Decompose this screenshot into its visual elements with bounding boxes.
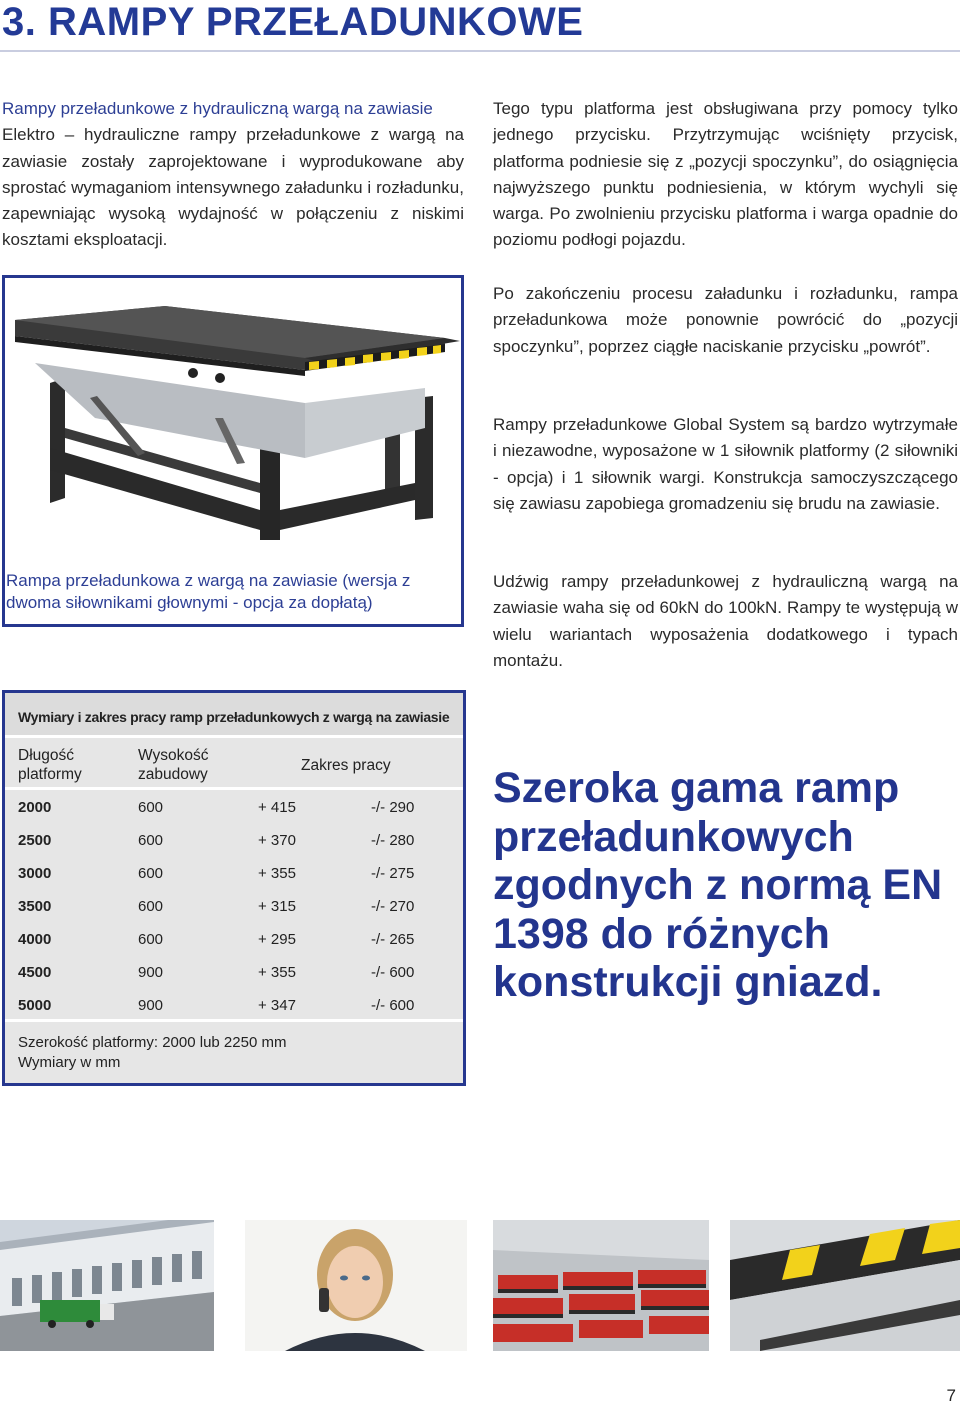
cell-range-down: -/- 290 [371,799,415,816]
cell-length: 3000 [18,865,52,882]
table-notes [18,1033,286,1073]
cell-height: 600 [138,832,164,849]
hazard-lip-photo [730,1220,960,1351]
cell-length: 2500 [18,832,52,849]
col-header-length: Długość platformy [18,747,82,783]
cell-height: 900 [138,997,164,1014]
cell-range-down: -/- 600 [371,964,415,981]
cell-range-up: + 347 [258,997,296,1014]
cell-length: 3500 [18,898,52,915]
cell-length: 4000 [18,931,52,948]
table-title-bar [5,693,463,738]
cell-length: 4500 [18,964,52,981]
table-title: Wymiary i zakres pracy ramp przeładunkowych z wargą na zawiasie [18,709,450,725]
cell-range-down: -/- 275 [371,865,415,882]
cell-range-up: + 355 [258,964,296,981]
cell-length: 2000 [18,799,52,816]
note-platform-width: Szerokość platformy: 2000 lub 2250 mm [18,1034,287,1051]
right-paragraph-1: Tego typu platforma jest obsługiwana przy pomocy tylko jednego przycisku. Przytrzymując wciśnięty przycisk, platforma podniesie się z „pozycji spoczynku”, do osiągnięcia najwyższego punktu podniesienia, w którym wychyli się warga. Po zwolnieniu przycisku platforma i warga opadnie do poziomu podłogi pojazdu. [493,99,958,250]
cell-height: 900 [138,964,164,981]
table-divider [5,787,463,790]
cell-range-down: -/- 280 [371,832,415,849]
cell-height: 600 [138,931,164,948]
table-divider [5,1019,463,1022]
cell-range-down: -/- 270 [371,898,415,915]
cell-height: 600 [138,898,164,915]
cell-range-up: + 295 [258,931,296,948]
intro-paragraph [2,96,464,254]
intro-lead: Rampy przeładunkowe z hydrauliczną wargą na zawiasie [2,99,433,118]
col-header-range: Zakres pracy [301,757,391,774]
cell-length: 5000 [18,997,52,1014]
headline: Szeroka gama ramp przeładunkowych zgodnych z normą EN 1398 do różnych konstrukcji gniazd. [493,764,943,1006]
cell-range-up: + 415 [258,799,296,816]
cell-range-up: + 355 [258,865,296,882]
levelers-production-photo [493,1220,709,1351]
cell-height: 600 [138,799,164,816]
dock-leveler-illustration [5,278,461,548]
right-paragraph-4: Udźwig rampy przeładunkowej z hydrauliczną wargą na zawiasie waha się od 60kN do 100kN. Rampy te występują w wielu wariantach wyposażenia dodatkowego i typach montażu. [493,572,958,670]
page-number: 7 [946,1386,956,1405]
specs-table [2,690,466,1086]
cell-range-down: -/- 600 [371,997,415,1014]
intro-body: Elektro – hydrauliczne rampy przeładunkowe z wargą na zawiasie zostały zaprojektowane i wyprodukowane aby sprostać wymaganiom intensywnego załadunku i rozładunku, zapewniając wysoką wydajność w połączeniu z niskimi kosztami eksploatacji. [2,125,464,250]
note-units: Wymiary w mm [18,1054,121,1071]
right-paragraph-2: Po zakończeniu procesu załadunku i rozładunku, rampa przeładunkowa może ponownie powrócić do „pozycji spoczynku”, poprzez ciągłe naciskanie przycisku „powrót”. [493,284,958,356]
cell-height: 600 [138,865,164,882]
col-header-height: Wysokość zabudowy [138,747,209,783]
intro-section [2,96,464,254]
cell-range-up: + 370 [258,832,296,849]
title-divider [0,50,960,52]
operator-photo [245,1220,467,1351]
warehouse-photo [0,1220,214,1351]
right-paragraph-3: Rampy przeładunkowe Global System są bardzo wytrzymałe i niezawodne, wyposażone w 1 siłownik platformy (2 siłowniki - opcja) i 1 siłownik wargi. Konstrukcja samoczyszczącego się zawiasu zapobiega gromadzeniu się brudu na zawiasie. [493,415,958,513]
page-title: 3. RAMPY PRZEŁADUNKOWE [2,0,584,44]
photo-caption: Rampa przeładunkowa z wargą na zawiasie (wersja z dwoma siłownikami głownymi - opcja za dopłatą) [6,571,411,612]
cell-range-up: + 315 [258,898,296,915]
cell-range-down: -/- 265 [371,931,415,948]
